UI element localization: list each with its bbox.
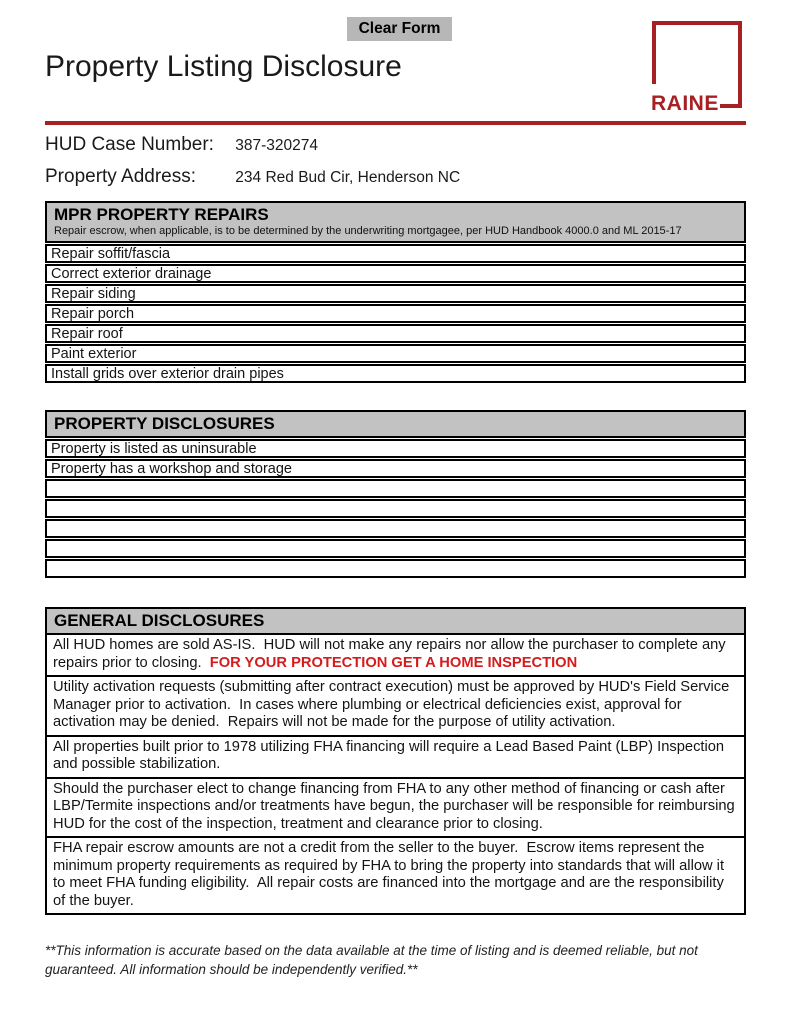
disclaimer-note: **This information is accurate based on the data available at the time of listing and is deemed reliable, but not guaranteed. All information should be independently verified.** — [45, 943, 698, 977]
mpr-section-header — [45, 201, 746, 243]
general-disclosures-section — [45, 607, 746, 915]
paragraph-text: All HUD homes are sold AS-IS. HUD will not make any repairs nor allow the purchaser to complete any repairs prior to closing. — [53, 637, 730, 671]
general-disclosure-paragraph-financing-change — [45, 777, 746, 839]
mpr-section-subtitle: Repair escrow, when applicable, is to be determined by the underwriting mortgagee, per HUD Handbook 4000.0 and ML 2015-17 — [54, 225, 682, 237]
hud-case-number-label: HUD Case Number: — [45, 134, 214, 155]
repair-item-field[interactable]: Repair siding — [45, 284, 746, 303]
paragraph-text: FHA repair escrow amounts are not a credit from the seller to the buyer. Escrow items represent the minimum property requirements as required by FHA to bring the property into standards that will allow it to meet FHA funding eligibility. All repair costs are financed into the mortgage and are the responsibility of the buyer. — [53, 840, 729, 909]
home-inspection-warning: FOR YOUR PROTECTION GET A HOME INSPECTION — [209, 654, 578, 671]
property-disclosures-header — [45, 410, 746, 438]
disclosure-item-field-empty[interactable] — [45, 499, 746, 518]
property-address-field[interactable]: 234 Red Bud Cir, Henderson NC — [235, 169, 461, 186]
raine-logo — [651, 20, 744, 114]
disclosure-item-field[interactable]: Property is listed as uninsurable — [45, 439, 746, 458]
property-disclosures-section — [45, 410, 746, 578]
repair-item-field[interactable]: Paint exterior — [45, 344, 746, 363]
general-disclosure-paragraph-as-is — [45, 633, 746, 677]
disclosure-item-field-empty[interactable] — [45, 519, 746, 538]
hud-case-number-row — [45, 134, 746, 157]
raine-logo-text: RAINE — [651, 92, 719, 114]
hud-case-number-field[interactable]: 387-320274 — [235, 137, 319, 154]
repair-item-field[interactable]: Repair roof — [45, 324, 746, 343]
mpr-section-title: MPR PROPERTY REPAIRS — [54, 205, 269, 224]
clear-form-button[interactable]: Clear Form — [347, 17, 453, 41]
header-divider — [45, 121, 746, 125]
page-title: Property Listing Disclosure — [45, 50, 402, 83]
disclosure-item-field-empty[interactable] — [45, 539, 746, 558]
property-address-row — [45, 166, 746, 189]
general-disclosure-paragraph-utility — [45, 675, 746, 737]
general-disclosures-title: GENERAL DISCLOSURES — [54, 611, 265, 630]
paragraph-text: All properties built prior to 1978 utilizing FHA financing will require a Lead Based Paint (LBP) Inspection and possible stabilization. — [53, 738, 729, 772]
property-disclosures-title: PROPERTY DISCLOSURES — [54, 414, 275, 433]
mpr-property-repairs-section — [45, 201, 746, 383]
general-disclosure-paragraph-repair-escrow — [45, 836, 746, 915]
property-address-label: Property Address: — [45, 166, 197, 187]
paragraph-text: Should the purchaser elect to change financing from FHA to any other method of financing or cash after LBP/Termite inspections and/or treatments have begun, the purchaser will be responsible for reimbursing HUD for the cost of the inspection, treatment and clearance prior to closing. — [53, 780, 739, 832]
repair-item-field[interactable]: Repair porch — [45, 304, 746, 323]
disclosure-item-field[interactable]: Property has a workshop and storage — [45, 459, 746, 478]
disclosure-item-field-empty[interactable] — [45, 479, 746, 498]
repair-item-field[interactable]: Install grids over exterior drain pipes — [45, 364, 746, 383]
general-disclosures-header — [45, 607, 746, 635]
paragraph-text: Utility activation requests (submitting after contract execution) must be approved by HUD's Field Service Manager prior to activation. In cases where plumbing or electrical deficiencies exist, approval for activation may be denied. Repairs will not be made for the purpose of utility activation. — [53, 679, 734, 730]
general-disclosure-paragraph-lead-paint — [45, 735, 746, 779]
disclosure-item-field-empty[interactable] — [45, 559, 746, 578]
repair-item-field[interactable]: Correct exterior drainage — [45, 264, 746, 283]
repair-item-field[interactable]: Repair soffit/fascia — [45, 244, 746, 263]
